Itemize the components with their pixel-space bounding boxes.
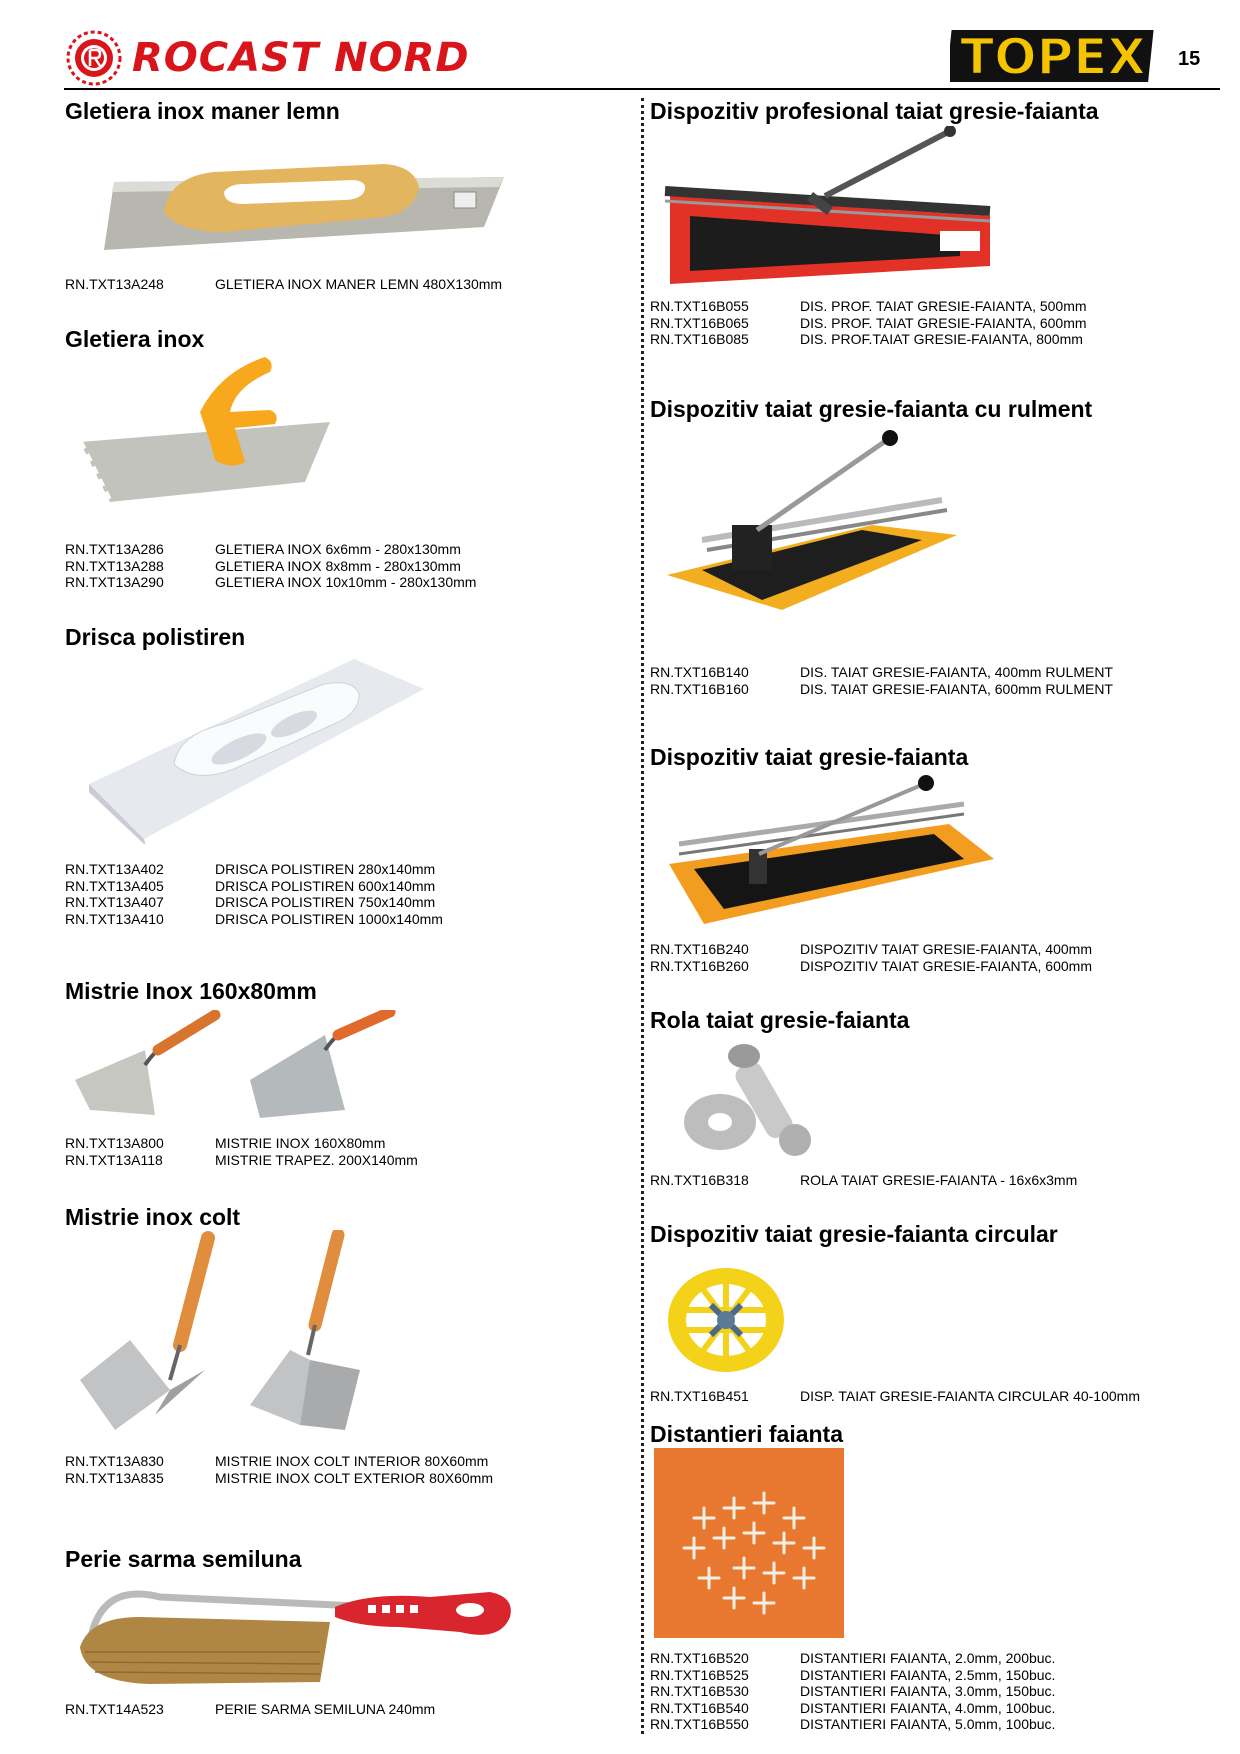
section-title: Mistrie Inox 160x80mm (65, 978, 317, 1004)
corner-trowels-image (70, 1230, 370, 1430)
professional-tile-cutter-image (660, 126, 1000, 286)
product-row: RN.TXT13A290 GLETIERA INOX 10x10mm - 280x130mm (65, 574, 477, 590)
rocast-emblem-icon (66, 30, 122, 86)
section-title: Dispozitiv taiat gresie-faianta (650, 744, 969, 770)
wire-brush-image (70, 1572, 520, 1692)
product-codes (65, 276, 502, 293)
product-row: RN.TXT16B318 ROLA TAIAT GRESIE-FAIANTA - 16x6x3mm (650, 1172, 1078, 1188)
product-codes (650, 1388, 1140, 1405)
product-row: RN.TXT16B451 DISP. TAIAT GRESIE-FAIANTA CIRCULAR 40-100mm (650, 1388, 1140, 1404)
product-row: RN.TXT13A800 MISTRIE INOX 160X80mm (65, 1135, 386, 1151)
tile-spacers-image (654, 1448, 844, 1638)
product-codes (650, 1650, 1055, 1733)
trowel-wood-handle-image (84, 132, 514, 262)
section-title: Drisca polistiren (65, 624, 246, 650)
product-row: RN.TXT13A118 MISTRIE TRAPEZ. 200X140mm (65, 1151, 418, 1168)
product-row: RN.TXT16B525 DISTANTIERI FAIANTA, 2.5mm, 150buc. (650, 1666, 1056, 1683)
section-title: Dispozitiv taiat gresie-faianta cu rulment (650, 396, 1093, 422)
circular-tile-cutter-image (656, 1250, 796, 1380)
product-codes (650, 941, 1092, 974)
product-row: RN.TXT16B065 DIS. PROF. TAIAT GRESIE-FAIANTA, 600mm (650, 314, 1087, 331)
tile-cutter-image (664, 774, 994, 934)
product-row: RN.TXT16B540 DISTANTIERI FAIANTA, 4.0mm, 100buc. (650, 1699, 1056, 1716)
section-title: Dispozitiv taiat gresie-faianta circular (650, 1221, 1058, 1247)
product-row: RN.TXT13A407 DRISCA POLISTIREN 750x140mm (65, 894, 436, 910)
product-codes (65, 1701, 435, 1718)
product-row: RN.TXT16B085 DIS. PROF.TAIAT GRESIE-FAIANTA, 800mm (650, 331, 1083, 347)
product-row: RN.TXT13A830 MISTRIE INOX COLT INTERIOR 80X60mm (65, 1453, 489, 1469)
product-row: RN.TXT16B240 DISPOZITIV TAIAT GRESIE-FAIANTA, 400mm (650, 941, 1092, 957)
product-row: RN.TXT16B260 DISPOZITIV TAIAT GRESIE-FAIANTA, 600mm (650, 957, 1092, 974)
section-title: Mistrie inox colt (65, 1204, 241, 1230)
product-row: RN.TXT13A402 DRISCA POLISTIREN 280x140mm (65, 861, 436, 877)
page-number: 15 (1178, 48, 1201, 70)
product-row: RN.TXT14A523 PERIE SARMA SEMILUNA 240mm (65, 1701, 436, 1717)
section-title: Gletiera inox (65, 326, 205, 352)
section-title: Distantieri faianta (650, 1421, 843, 1447)
notched-trowel-image (70, 352, 350, 522)
topex-logo (950, 26, 1156, 86)
product-row: RN.TXT16B530 DISTANTIERI FAIANTA, 3.0mm, 150buc. (650, 1683, 1056, 1699)
bucket-trowels-image (70, 1010, 410, 1130)
product-row: RN.TXT16B140 DIS. TAIAT GRESIE-FAIANTA, 400mm RULMENT (650, 664, 1113, 680)
brand-logo (66, 30, 470, 86)
section-title: Dispozitiv profesional taiat gresie-faianta (650, 98, 1099, 124)
product-codes (65, 1135, 418, 1168)
product-codes (65, 861, 443, 927)
topex-logo-text: TOPEX (960, 28, 1146, 86)
product-row: RN.TXT13A288 GLETIERA INOX 8x8mm - 280x130mm (65, 557, 461, 574)
section-title: Rola taiat gresie-faianta (650, 1007, 910, 1033)
product-row: RN.TXT13A405 DRISCA POLISTIREN 600x140mm (65, 877, 436, 894)
cutting-wheel-image (670, 1040, 830, 1160)
product-codes (650, 1172, 1077, 1189)
product-row: RN.TXT16B550 DISTANTIERI FAIANTA, 5.0mm, 100buc. (650, 1716, 1056, 1732)
product-row: RN.TXT13A835 MISTRIE INOX COLT EXTERIOR 80X60mm (65, 1469, 493, 1486)
polystyrene-float-image (84, 654, 434, 844)
product-codes (65, 1453, 493, 1486)
product-row: RN.TXT13A248 GLETIERA INOX MANER LEMN 480X130mm (65, 276, 503, 292)
brand-name: ROCAST NORD (132, 35, 470, 81)
product-row: RN.TXT16B160 DIS. TAIAT GRESIE-FAIANTA, 600mm RULMENT (650, 680, 1113, 697)
section-title: Gletiera inox maner lemn (65, 98, 340, 124)
bearing-tile-cutter-image (662, 430, 962, 640)
section-title: Perie sarma semiluna (65, 1546, 302, 1572)
product-codes (65, 541, 476, 591)
column-divider (641, 98, 644, 1734)
product-codes (650, 298, 1087, 348)
header-rule (64, 88, 1220, 90)
product-row: RN.TXT16B520 DISTANTIERI FAIANTA, 2.0mm, 200buc. (650, 1650, 1056, 1666)
product-row: RN.TXT16B055 DIS. PROF. TAIAT GRESIE-FAIANTA, 500mm (650, 298, 1087, 314)
product-codes (650, 664, 1113, 697)
product-row: RN.TXT13A410 DRISCA POLISTIREN 1000x140mm (65, 910, 443, 927)
product-row: RN.TXT13A286 GLETIERA INOX 6x6mm - 280x130mm (65, 541, 461, 557)
